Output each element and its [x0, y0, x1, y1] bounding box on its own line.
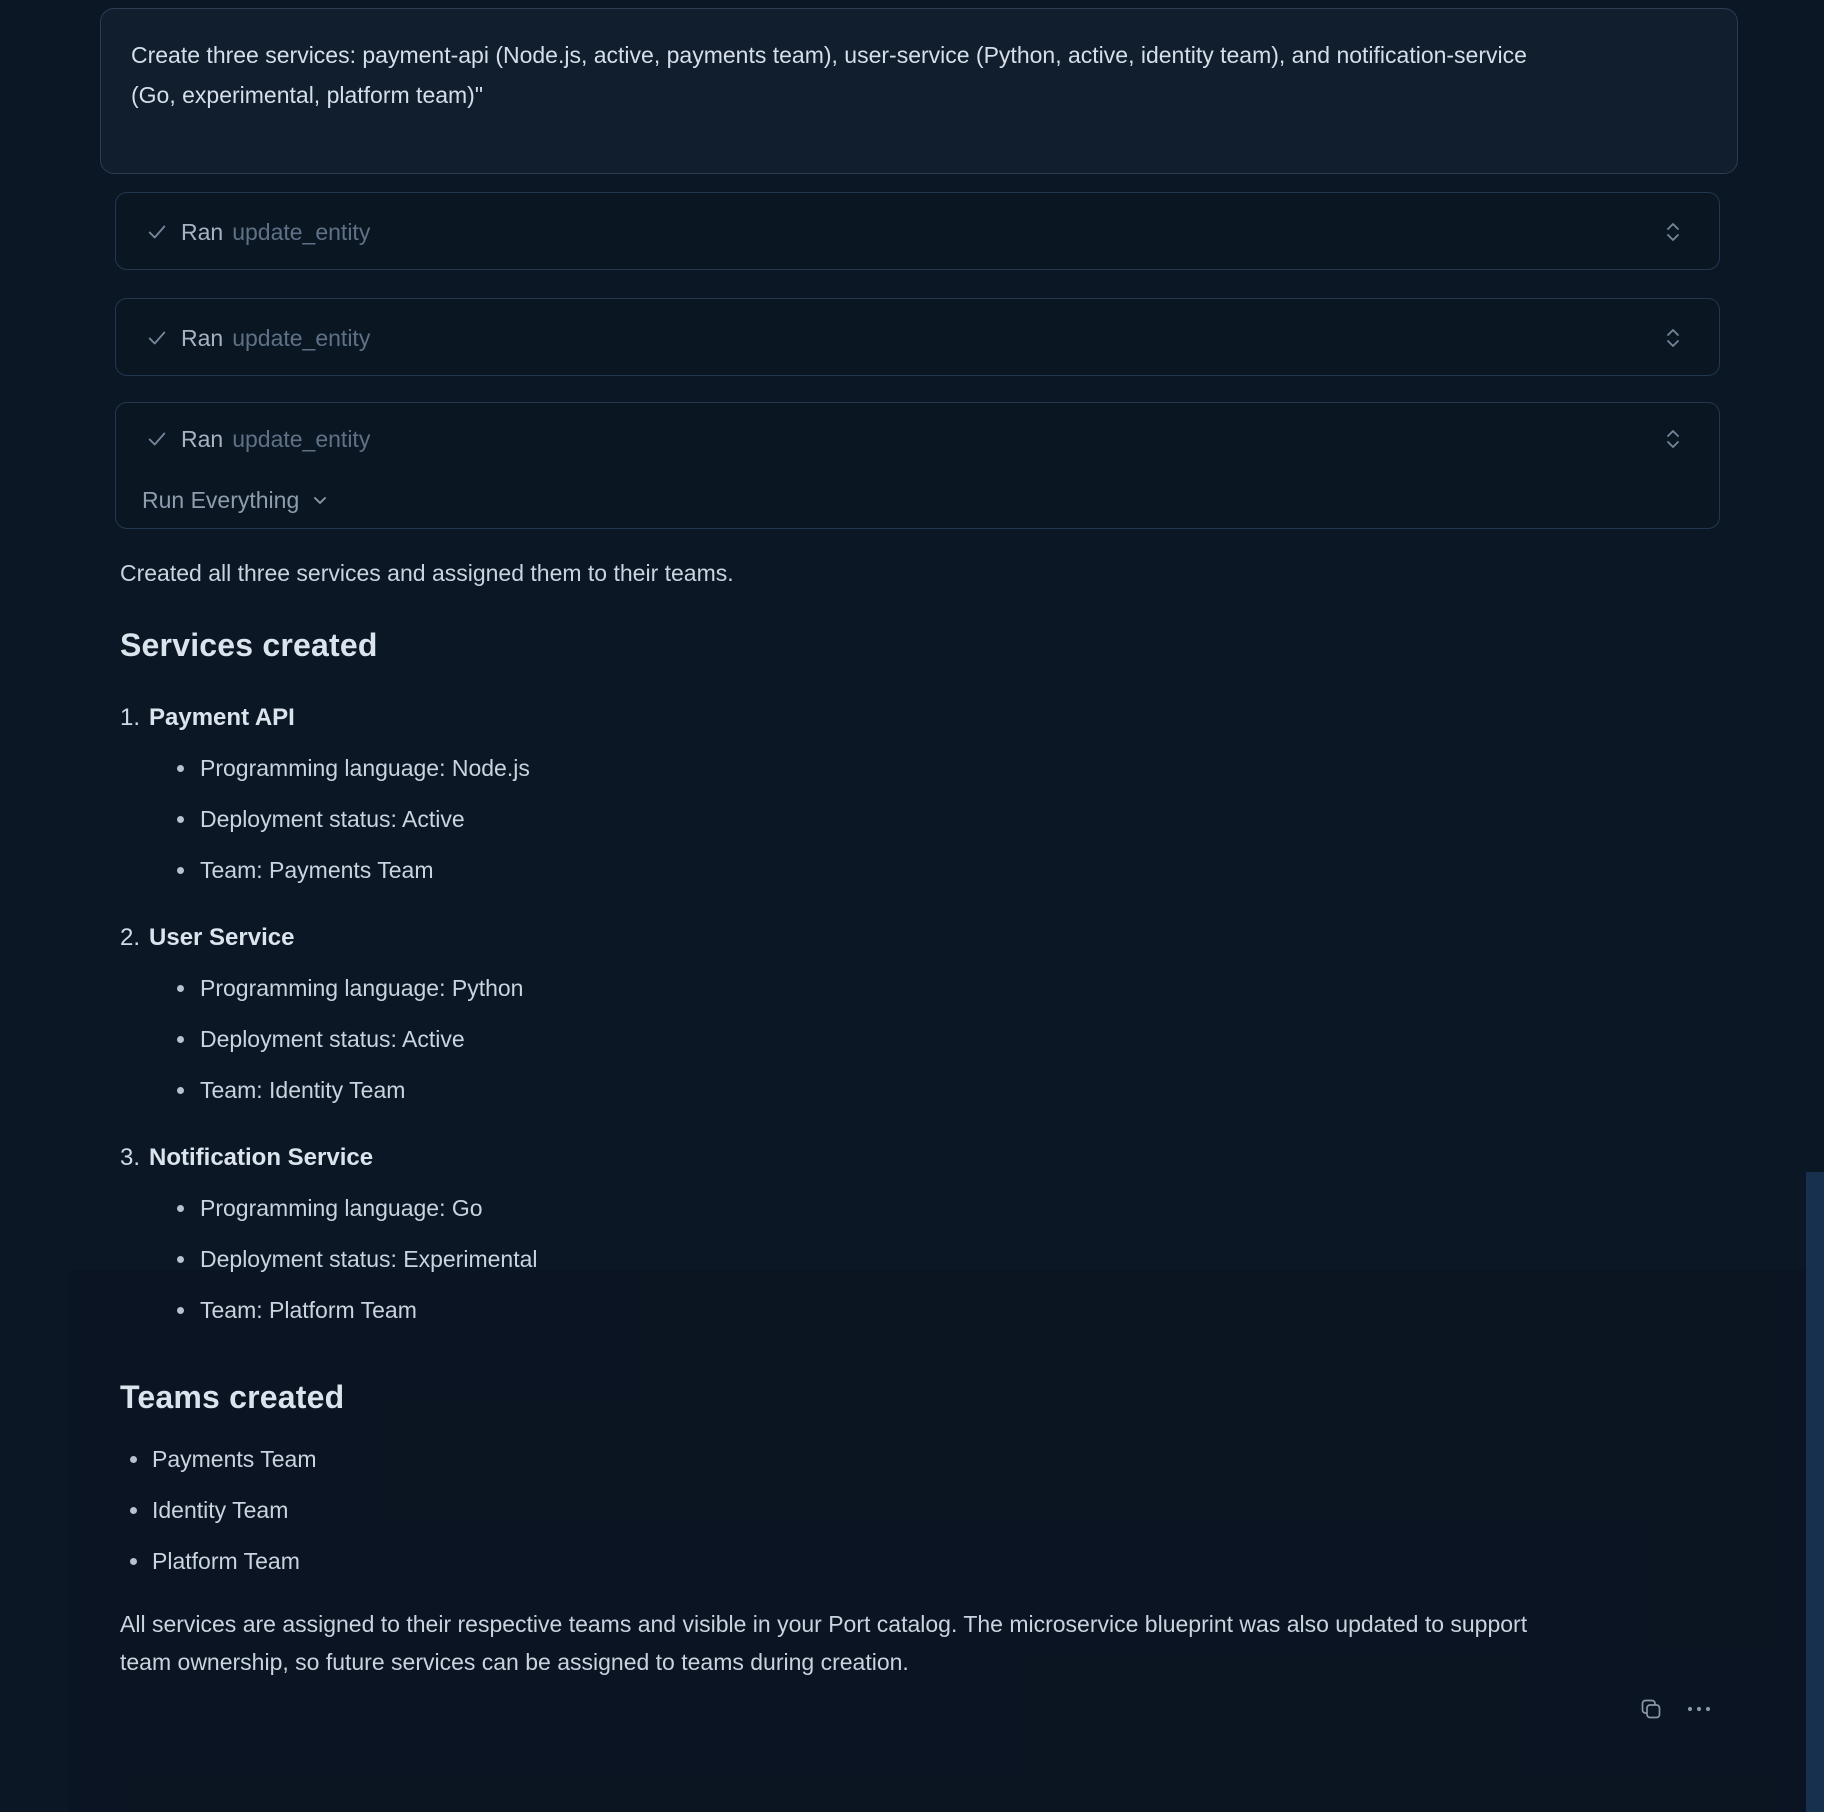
bullet-dot [130, 1507, 137, 1514]
check-icon [146, 327, 168, 349]
service-number: 3. [120, 1144, 141, 1171]
teams-list [120, 1444, 1740, 1576]
user-message-text: Create three services: payment-api (Node.js, active, payments team), user-service (Python, active, identity team), and notification-service (Go, experimental, platform team)" [131, 42, 1527, 108]
bullet-dot [177, 1087, 184, 1094]
service-name: User Service [149, 924, 295, 951]
list-item [120, 855, 1740, 885]
list-item [120, 804, 1740, 834]
list-item [120, 1193, 1740, 1223]
service-detail: Programming language: Go [200, 1195, 483, 1221]
user-message-bubble [100, 8, 1738, 174]
team-name: Identity Team [152, 1497, 289, 1523]
teams-created-heading: Teams created [120, 1379, 345, 1415]
bullet-dot [177, 1036, 184, 1043]
tool-name: update_entity [232, 324, 371, 351]
services-created-heading: Services created [120, 627, 378, 663]
ellipsis-icon [1685, 1697, 1713, 1721]
underlying-window-edge [1806, 1172, 1824, 1812]
tool-status-label: Ran [181, 425, 224, 452]
copy-icon [1639, 1697, 1663, 1721]
run-everything-dropdown[interactable] [116, 475, 1719, 525]
tool-name: update_entity [232, 218, 371, 245]
service-detail: Team: Payments Team [200, 857, 434, 883]
copy-button[interactable] [1636, 1694, 1666, 1724]
service-detail: Deployment status: Active [200, 806, 465, 832]
service-name: Payment API [149, 704, 295, 731]
bullet-dot [177, 816, 184, 823]
service-detail: Deployment status: Active [200, 1026, 465, 1052]
tool-call-card-3[interactable] [115, 402, 1720, 529]
list-item [120, 1444, 1740, 1474]
service-detail-list [120, 1193, 1740, 1325]
bullet-dot [177, 1205, 184, 1212]
tool-status-label: Ran [181, 218, 224, 245]
service-item-title [120, 922, 1740, 954]
check-icon [146, 221, 168, 243]
run-everything-label: Run Everything [142, 486, 300, 513]
service-detail: Deployment status: Experimental [200, 1246, 538, 1272]
bullet-dot [177, 867, 184, 874]
team-name: Payments Team [152, 1446, 317, 1472]
team-name: Platform Team [152, 1548, 300, 1574]
tool-call-card-2[interactable] [115, 298, 1720, 376]
assistant-response [120, 558, 1740, 1681]
check-icon [146, 428, 168, 450]
list-item [120, 973, 1740, 1003]
service-number: 2. [120, 924, 141, 951]
bullet-dot [130, 1456, 137, 1463]
bullet-dot [130, 1558, 137, 1565]
tool-call-row[interactable] [116, 403, 1719, 475]
service-name: Notification Service [149, 1144, 374, 1171]
response-outro: All services are assigned to their respective teams and visible in your Port catalog. The microservice blueprint was also updated to support team ownership, so future services can be assigned to teams during creation. [120, 1611, 1528, 1675]
service-item-title [120, 702, 1740, 734]
tool-call-card-1[interactable] [115, 192, 1720, 270]
bullet-dot [177, 985, 184, 992]
response-intro: Created all three services and assigned them to their teams. [120, 560, 734, 586]
bullet-dot [177, 1256, 184, 1263]
tool-status-label: Ran [181, 324, 224, 351]
list-item [120, 753, 1740, 783]
more-options-button[interactable] [1684, 1694, 1714, 1724]
chevron-down-icon [311, 491, 329, 509]
list-item [120, 1295, 1740, 1325]
service-detail: Team: Platform Team [200, 1297, 417, 1323]
unfold-chevrons-icon[interactable] [1663, 327, 1683, 349]
list-item [120, 1024, 1740, 1054]
list-item [120, 1546, 1740, 1576]
bullet-dot [177, 1307, 184, 1314]
message-actions [1636, 1694, 1714, 1724]
unfold-chevrons-icon[interactable] [1663, 221, 1683, 243]
tool-call-row[interactable] [116, 299, 1719, 377]
unfold-chevrons-icon[interactable] [1663, 428, 1683, 450]
service-detail: Programming language: Python [200, 975, 524, 1001]
list-item [120, 1495, 1740, 1525]
list-item [120, 1075, 1740, 1105]
tool-name: update_entity [232, 425, 371, 452]
service-detail: Team: Identity Team [200, 1077, 406, 1103]
list-item [120, 1244, 1740, 1274]
tool-call-row[interactable] [116, 193, 1719, 271]
service-detail: Programming language: Node.js [200, 755, 530, 781]
service-item-title [120, 1142, 1740, 1174]
service-number: 1. [120, 704, 141, 731]
service-detail-list [120, 753, 1740, 885]
service-detail-list [120, 973, 1740, 1105]
bullet-dot [177, 765, 184, 772]
